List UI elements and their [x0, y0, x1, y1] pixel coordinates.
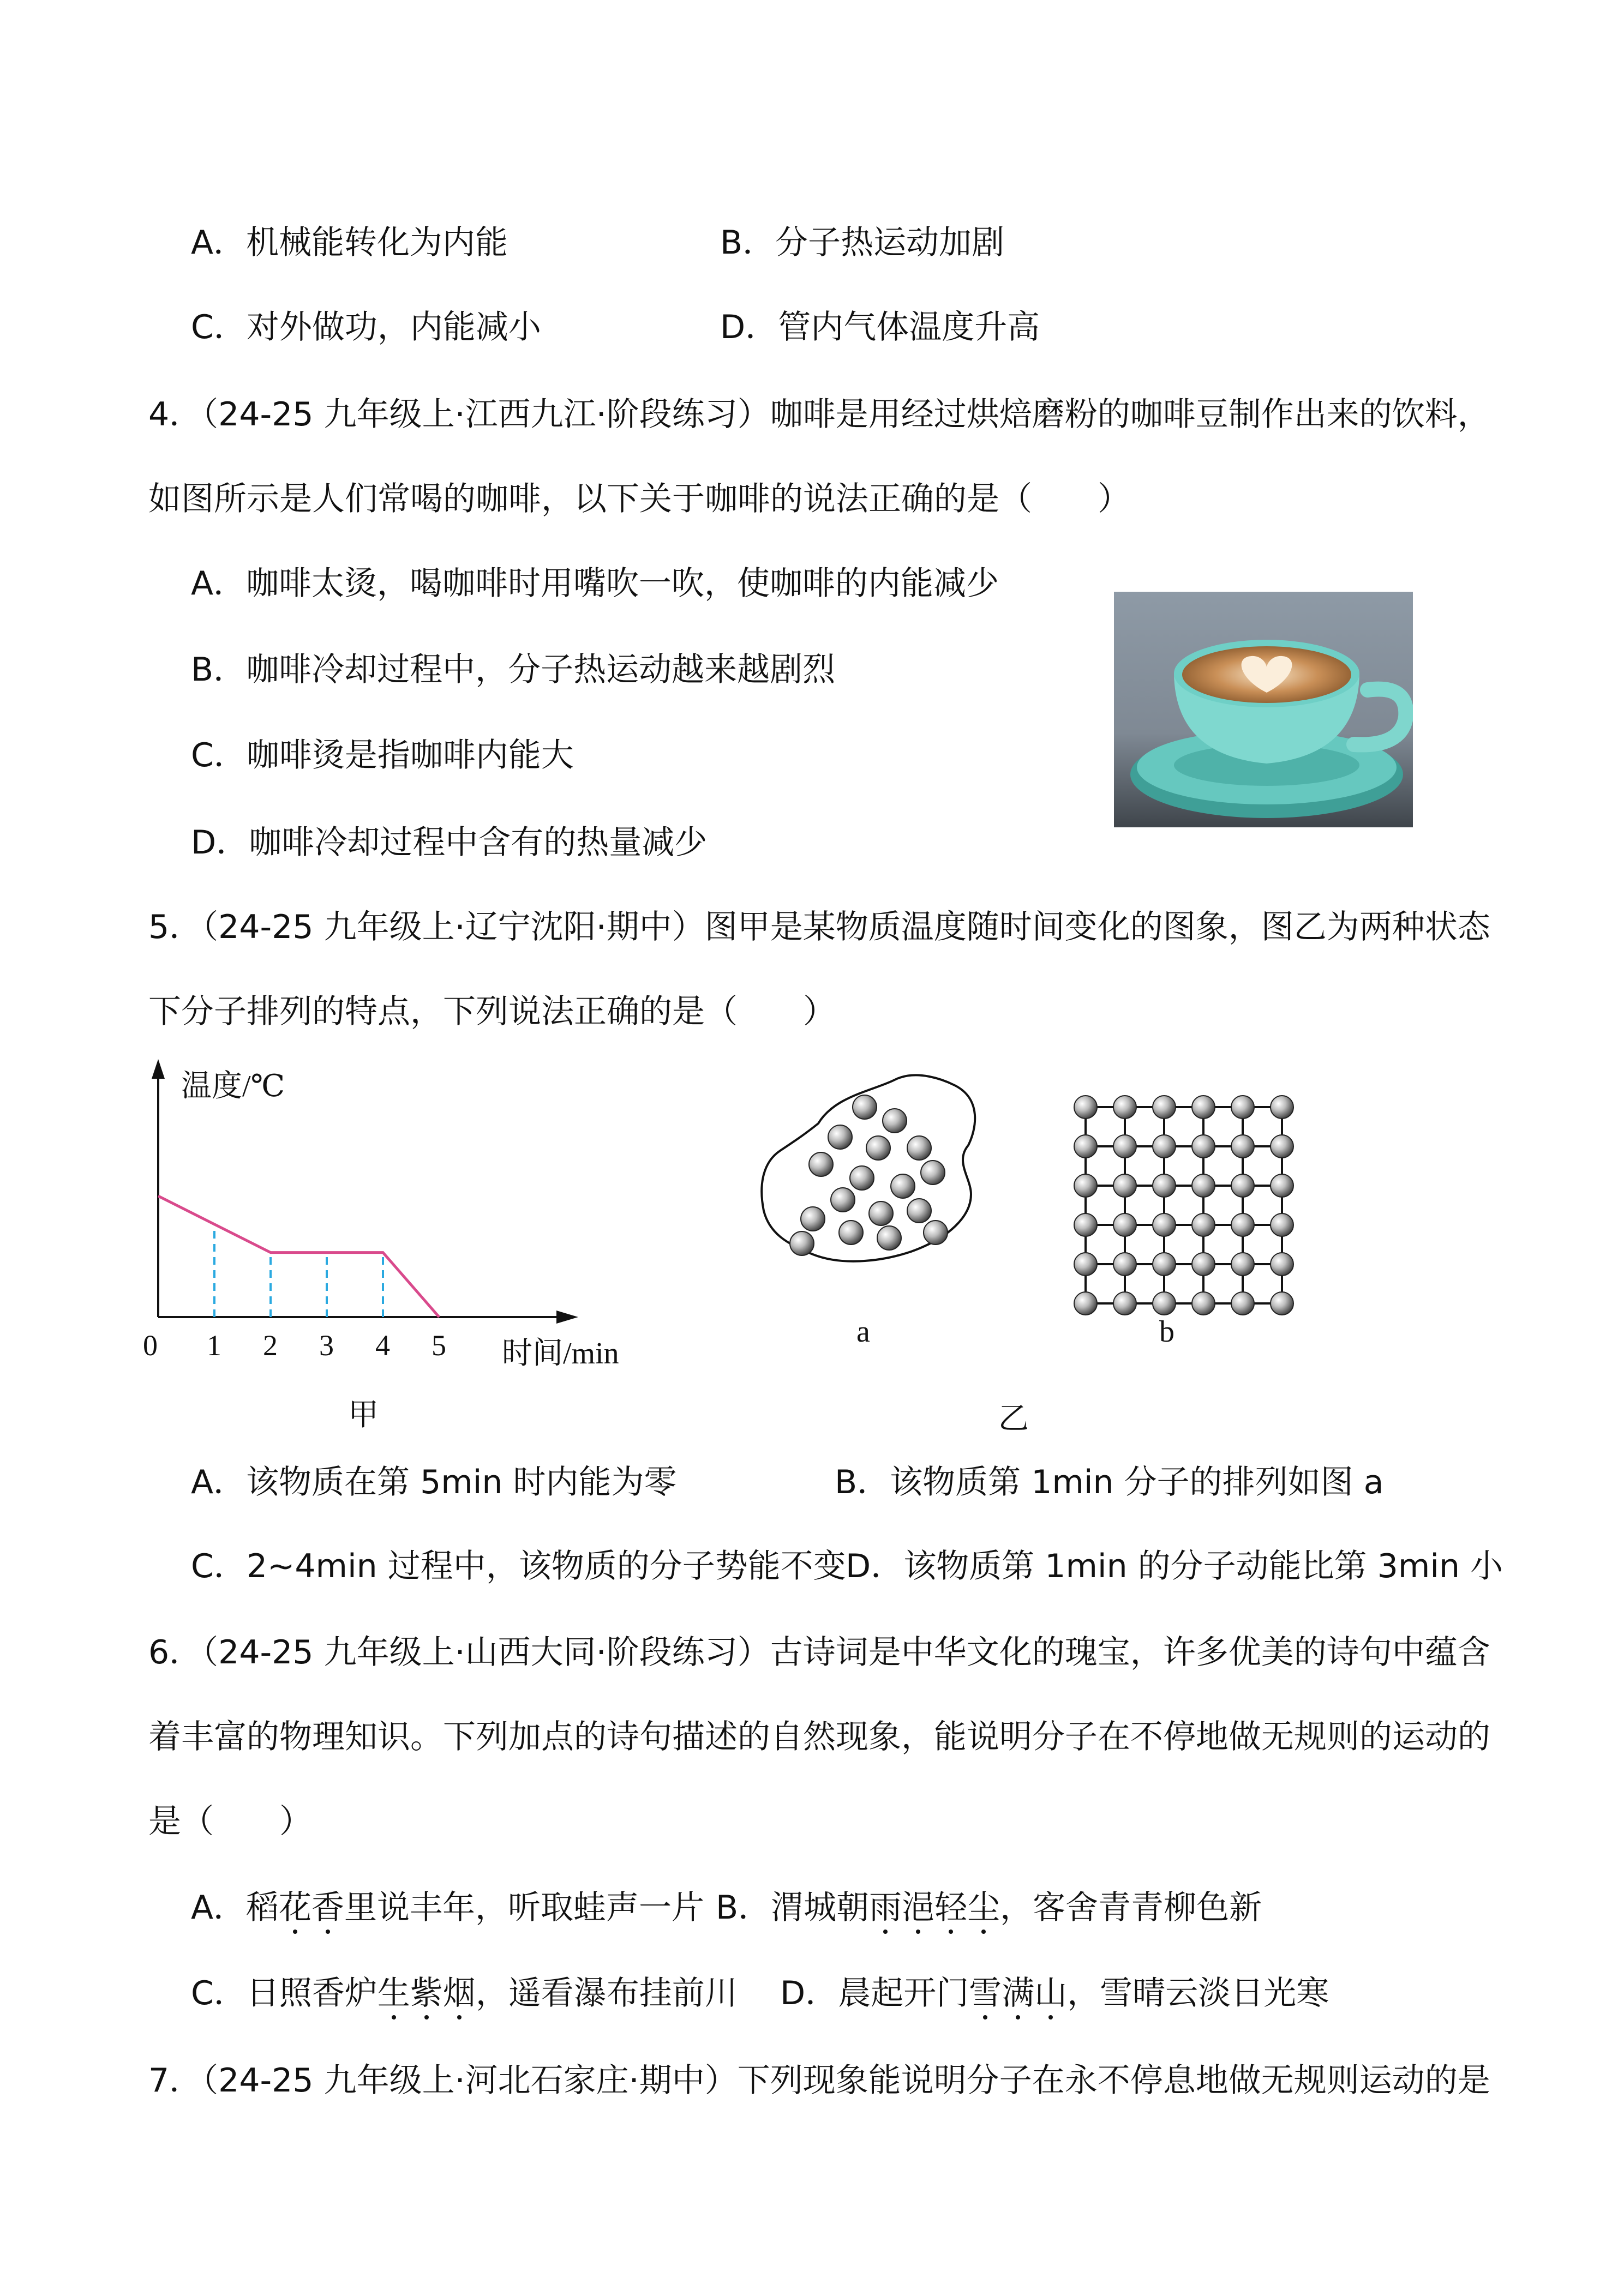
solid-molecule: [1153, 1292, 1176, 1315]
solid-molecule: [1113, 1213, 1136, 1236]
q6-stem-line3: 是（ ）: [148, 1802, 312, 1841]
q5-stem-line2: 下分子排列的特点，下列说法正确的是（ ）: [148, 993, 836, 1031]
liquid-molecule: [831, 1188, 855, 1212]
figure-a-label: a: [856, 1315, 870, 1349]
liquid-molecule: [809, 1152, 833, 1176]
q6-option-a-prefix: A．稻: [191, 1889, 279, 1927]
dotted-char: 生: [377, 1972, 410, 2015]
q6-option-d: [780, 1972, 1329, 2015]
x-tick-5: 5: [432, 1329, 446, 1362]
x-tick-3: 3: [319, 1329, 334, 1362]
solid-molecule: [1113, 1292, 1136, 1315]
liquid-molecule: [828, 1125, 852, 1149]
dotted-char: 山: [1034, 1972, 1067, 2015]
q6-option-c: [191, 1972, 738, 2015]
q4-stem-line1: 4．（24-25 九年级上·江西九江·阶段练习）咖啡是用经过烘焙磨粉的咖啡豆制作出来的饮料，: [148, 395, 1490, 434]
liquid-molecule: [866, 1136, 890, 1160]
dotted-char: 雪: [969, 1972, 1002, 2015]
q4-option-d: D．咖啡冷却过程中含有的热量减少: [191, 824, 708, 862]
solid-molecule: [1153, 1135, 1176, 1158]
dotted-char: 满: [1002, 1972, 1034, 2015]
q6-option-b-prefix: B．渭城朝: [716, 1889, 870, 1927]
q6-option-a-dotted: [279, 1889, 344, 1927]
solid-molecule: [1231, 1292, 1254, 1315]
liquid-molecule: [877, 1226, 901, 1250]
dotted-char: 雨: [869, 1886, 902, 1930]
solid-molecule: [1192, 1292, 1215, 1315]
solid-molecule: [1231, 1174, 1254, 1197]
chart-ylabel: 温度/℃: [181, 1069, 285, 1103]
solid-molecule: [1192, 1253, 1215, 1276]
solid-molecule: [1074, 1135, 1097, 1158]
q5-option-a: A．该物质在第 5min 时内能为零: [191, 1463, 677, 1501]
q6-option-d-suffix: ，雪晴云淡日光寒: [1067, 1974, 1329, 2012]
x-tick-4: 4: [375, 1329, 390, 1362]
solid-molecule: [1231, 1096, 1254, 1119]
q6-option-b-dotted: [869, 1889, 1000, 1927]
temperature-time-graph: [142, 1053, 655, 1391]
solid-molecule: [1192, 1135, 1215, 1158]
q3-option-c: C．对外做功，内能减小: [191, 308, 541, 346]
liquid-molecule: [850, 1166, 874, 1190]
solid-molecule: [1231, 1213, 1254, 1236]
solid-molecule: [1153, 1253, 1176, 1276]
solid-molecule: [1153, 1213, 1176, 1236]
liquid-molecule: [907, 1136, 931, 1160]
liquid-molecule: [839, 1221, 863, 1245]
dotted-char: 花: [279, 1886, 311, 1930]
solid-molecule: [1074, 1096, 1097, 1119]
q6-option-d-dotted: [969, 1974, 1067, 2012]
dotted-char: 浥: [902, 1886, 934, 1930]
x-tick-1: 1: [207, 1329, 221, 1362]
solid-molecule: [1231, 1253, 1254, 1276]
dotted-char: 香: [311, 1886, 344, 1930]
q4-option-b: B．咖啡冷却过程中，分子热运动越来越剧烈: [191, 651, 836, 689]
dotted-char: 烟: [443, 1972, 476, 2015]
q6-option-c-suffix: ，遥看瀑布挂前川: [475, 1974, 738, 2012]
dotted-char: 紫: [410, 1972, 443, 2015]
q6-option-c-dotted: [377, 1974, 476, 2012]
q3-option-b: B．分子热运动加剧: [720, 224, 1005, 262]
chart-xlabel: 时间/min: [502, 1337, 619, 1371]
q6-option-b: [716, 1886, 1262, 1930]
figure-yi-caption: 乙: [998, 1402, 1029, 1436]
y-axis-arrow: [152, 1059, 165, 1079]
solid-molecule: [1271, 1174, 1293, 1197]
q4-option-a: A．咖啡太烫，喝咖啡时用嘴吹一吹，使咖啡的内能减少: [191, 564, 999, 603]
figure-b-label: b: [1159, 1315, 1174, 1349]
solid-molecule: [1153, 1096, 1176, 1119]
solid-molecule: [1271, 1213, 1293, 1236]
molecule-arrangement-figure: [753, 1069, 1298, 1374]
q6-option-d-prefix: D．晨起开门: [780, 1974, 969, 2012]
solid-molecule: [1074, 1253, 1097, 1276]
q5-stem-line1: 5．（24-25 九年级上·辽宁沈阳·期中）图甲是某物质温度随时间变化的图象，图乙为两种状态: [148, 908, 1490, 946]
q3-option-d: D．管内气体温度升高: [720, 308, 1040, 346]
q7-stem-line1: 7．（24-25 九年级上·河北石家庄·期中）下列现象能说明分子在永不停息地做无规则运动的是: [148, 2061, 1490, 2100]
solid-molecule: [1074, 1292, 1097, 1315]
solid-molecule: [1271, 1292, 1293, 1315]
dotted-char: 尘: [967, 1886, 1000, 1930]
solid-molecule: [1192, 1213, 1215, 1236]
solid-molecule: [1113, 1135, 1136, 1158]
liquid-molecule: [869, 1201, 893, 1225]
q6-option-b-suffix: ，客舍青青柳色新: [1000, 1889, 1262, 1927]
q4-stem-line2: 如图所示是人们常喝的咖啡，以下关于咖啡的说法正确的是（ ）: [148, 480, 1130, 518]
liquid-molecule: [790, 1231, 814, 1255]
q4-option-c: C．咖啡烫是指咖啡内能大: [191, 736, 574, 774]
q6-stem-line1: 6．（24-25 九年级上·山西大同·阶段练习）古诗词是中华文化的瑰宝，许多优美的诗句中蕴含: [148, 1633, 1490, 1672]
solid-molecule: [1192, 1096, 1215, 1119]
solid-molecule: [1074, 1174, 1097, 1197]
dotted-char: 轻: [934, 1886, 967, 1930]
q3-option-a: A．机械能转化为内能: [191, 224, 508, 262]
q6-option-c-prefix: C．日照香炉: [191, 1974, 377, 2012]
liquid-molecule: [921, 1161, 945, 1185]
liquid-molecule: [853, 1095, 877, 1119]
temperature-line: [158, 1196, 439, 1317]
solid-molecule: [1074, 1213, 1097, 1236]
q5-option-d: D．该物质第 1min 的分子动能比第 3min 小: [846, 1547, 1503, 1585]
solid-molecule: [1271, 1135, 1293, 1158]
solid-molecule: [1271, 1096, 1293, 1119]
liquid-molecule: [801, 1207, 825, 1231]
x-tick-0: 0: [143, 1329, 158, 1362]
x-tick-2: 2: [263, 1329, 278, 1362]
q6-stem-line2: 着丰富的物理知识。下列加点的诗句描述的自然现象，能说明分子在不停地做无规则的运动的: [148, 1718, 1490, 1756]
coffee-cup-image: [1114, 592, 1413, 827]
solid-molecule: [1113, 1253, 1136, 1276]
solid-molecule: [1153, 1174, 1176, 1197]
figure-jia-caption: 甲: [348, 1398, 379, 1432]
q5-option-c: C．2~4min 过程中，该物质的分子势能不变: [191, 1547, 846, 1585]
liquid-molecule: [891, 1174, 915, 1198]
q6-option-a: [191, 1886, 704, 1930]
liquid-molecule: [907, 1199, 931, 1223]
q5-option-b: B．该物质第 1min 分子的排列如图 a: [835, 1463, 1384, 1501]
solid-molecule: [1113, 1096, 1136, 1119]
x-axis-arrow: [556, 1311, 578, 1324]
solid-molecule: [1231, 1135, 1254, 1158]
solid-molecule: [1271, 1253, 1293, 1276]
liquid-molecule: [924, 1221, 948, 1245]
liquid-molecule: [883, 1109, 907, 1133]
solid-molecule: [1192, 1174, 1215, 1197]
q6-option-a-suffix: 里说丰年，听取蛙声一片: [344, 1889, 705, 1927]
solid-molecule: [1113, 1174, 1136, 1197]
